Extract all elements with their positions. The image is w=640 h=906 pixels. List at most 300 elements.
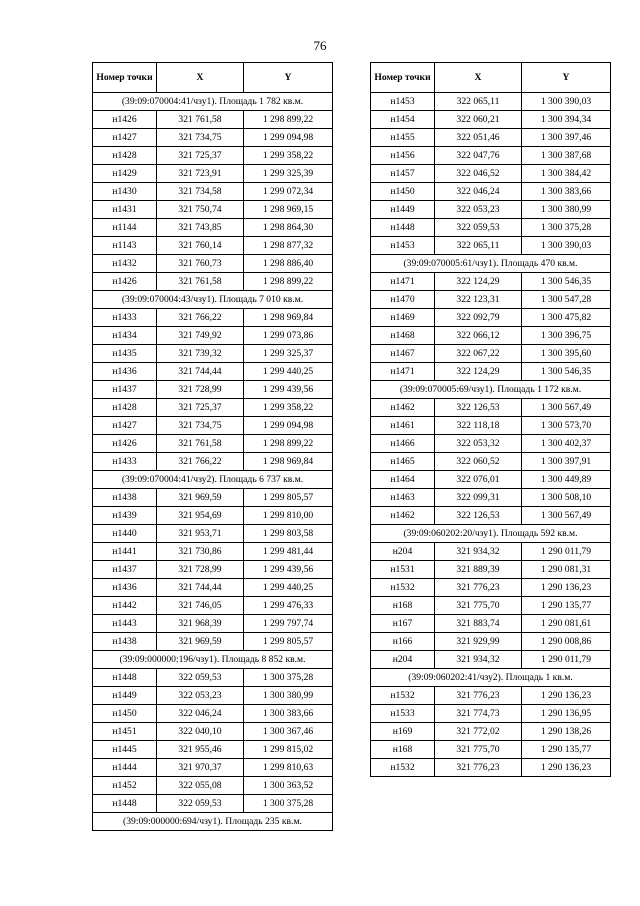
y-cell: 1 298 899,22 xyxy=(244,435,333,453)
table-row xyxy=(93,633,333,651)
x-cell: 321 734,58 xyxy=(157,183,244,201)
x-cell: 321 970,37 xyxy=(157,759,244,777)
point-cell: н1453 xyxy=(371,237,435,255)
point-cell: н1448 xyxy=(93,669,157,687)
point-cell: н1440 xyxy=(93,525,157,543)
table-row xyxy=(93,147,333,165)
table-row xyxy=(371,435,611,453)
table-row xyxy=(93,543,333,561)
x-cell: 321 766,22 xyxy=(157,453,244,471)
point-cell: н1463 xyxy=(371,489,435,507)
y-cell: 1 300 547,28 xyxy=(522,291,611,309)
point-cell: н1428 xyxy=(93,147,157,165)
y-cell: 1 298 864,30 xyxy=(244,219,333,237)
table-row xyxy=(93,525,333,543)
point-cell: н1468 xyxy=(371,327,435,345)
point-cell: н1432 xyxy=(93,255,157,273)
section-title: (39:09:060202:41/чзу2). Площадь 1 кв.м. xyxy=(371,669,611,687)
x-cell: 321 739,32 xyxy=(157,345,244,363)
point-cell: н1426 xyxy=(93,435,157,453)
point-cell: н1451 xyxy=(93,723,157,741)
y-cell: 1 300 390,03 xyxy=(522,93,611,111)
point-cell: н1448 xyxy=(93,795,157,813)
point-cell: н1143 xyxy=(93,237,157,255)
x-cell: 321 744,44 xyxy=(157,363,244,381)
y-cell: 1 300 396,75 xyxy=(522,327,611,345)
point-cell: н167 xyxy=(371,615,435,633)
header-point: Номер точки xyxy=(371,63,435,93)
point-cell: н1462 xyxy=(371,507,435,525)
y-cell: 1 300 508,10 xyxy=(522,489,611,507)
table-row xyxy=(371,273,611,291)
point-cell: н1449 xyxy=(371,201,435,219)
table-row xyxy=(371,291,611,309)
y-cell: 1 300 375,28 xyxy=(522,219,611,237)
x-cell: 321 776,23 xyxy=(435,759,522,777)
y-cell: 1 300 383,66 xyxy=(244,705,333,723)
point-cell: н1471 xyxy=(371,273,435,291)
page-number: 76 xyxy=(313,38,327,53)
table-row xyxy=(93,453,333,471)
table-row xyxy=(371,93,611,111)
x-cell: 322 060,52 xyxy=(435,453,522,471)
x-cell: 321 775,70 xyxy=(435,597,522,615)
y-cell: 1 299 797,74 xyxy=(244,615,333,633)
y-cell: 1 300 397,46 xyxy=(522,129,611,147)
table-row xyxy=(371,183,611,201)
point-cell: н1443 xyxy=(93,615,157,633)
y-cell: 1 298 899,22 xyxy=(244,111,333,129)
x-cell: 322 059,53 xyxy=(157,669,244,687)
y-cell: 1 299 481,44 xyxy=(244,543,333,561)
x-cell: 321 728,99 xyxy=(157,381,244,399)
y-cell: 1 299 094,98 xyxy=(244,417,333,435)
y-cell: 1 290 135,77 xyxy=(522,597,611,615)
x-cell: 322 067,22 xyxy=(435,345,522,363)
table-row xyxy=(371,489,611,507)
section-title: (39:09:070005:61/чзу1). Площадь 470 кв.м. xyxy=(371,255,611,273)
section-header-row xyxy=(93,471,333,489)
x-cell: 321 934,32 xyxy=(435,543,522,561)
y-cell: 1 300 375,28 xyxy=(244,669,333,687)
y-cell: 1 300 567,49 xyxy=(522,507,611,525)
section-header-row xyxy=(93,93,333,111)
point-cell: н1431 xyxy=(93,201,157,219)
y-cell: 1 290 136,23 xyxy=(522,759,611,777)
y-cell: 1 300 383,66 xyxy=(522,183,611,201)
table-row xyxy=(371,633,611,651)
y-cell: 1 299 072,34 xyxy=(244,183,333,201)
table-row xyxy=(371,327,611,345)
table-row xyxy=(371,687,611,705)
y-cell: 1 299 810,00 xyxy=(244,507,333,525)
y-cell: 1 299 815,02 xyxy=(244,741,333,759)
point-cell: н1461 xyxy=(371,417,435,435)
x-cell: 322 051,46 xyxy=(435,129,522,147)
table-row xyxy=(93,435,333,453)
y-cell: 1 299 325,37 xyxy=(244,345,333,363)
point-cell: н168 xyxy=(371,597,435,615)
x-cell: 321 761,58 xyxy=(157,111,244,129)
table-row xyxy=(93,597,333,615)
point-cell: н166 xyxy=(371,633,435,651)
point-cell: н1464 xyxy=(371,471,435,489)
point-cell: н1467 xyxy=(371,345,435,363)
y-cell: 1 300 363,52 xyxy=(244,777,333,795)
header-point: Номер точки xyxy=(93,63,157,93)
point-cell: н1441 xyxy=(93,543,157,561)
point-cell: н1452 xyxy=(93,777,157,795)
x-cell: 322 053,23 xyxy=(157,687,244,705)
point-cell: н1428 xyxy=(93,399,157,417)
section-title: (39:09:070005:69/чзу1). Площадь 1 172 кв.м. xyxy=(371,381,611,399)
y-cell: 1 299 810,63 xyxy=(244,759,333,777)
x-cell: 321 969,59 xyxy=(157,633,244,651)
table-row xyxy=(371,705,611,723)
table-row xyxy=(371,309,611,327)
point-cell: н1426 xyxy=(93,273,157,291)
header-y: Y xyxy=(522,63,611,93)
section-title: (39:09:000000:694/чзу1). Площадь 235 кв.м. xyxy=(93,813,333,831)
point-cell: н1433 xyxy=(93,309,157,327)
x-cell: 321 955,46 xyxy=(157,741,244,759)
table-row xyxy=(371,651,611,669)
section-title: (39:09:060202:20/чзу1). Площадь 592 кв.м. xyxy=(371,525,611,543)
y-cell: 1 290 008,86 xyxy=(522,633,611,651)
point-cell: н204 xyxy=(371,543,435,561)
x-cell: 321 766,22 xyxy=(157,309,244,327)
x-cell: 321 776,23 xyxy=(435,687,522,705)
section-title: (39:09:070004:41/чзу1). Площадь 1 782 кв.м. xyxy=(93,93,333,111)
table-row xyxy=(93,579,333,597)
table-row xyxy=(371,201,611,219)
y-cell: 1 290 011,79 xyxy=(522,543,611,561)
y-cell: 1 290 136,23 xyxy=(522,687,611,705)
y-cell: 1 299 476,33 xyxy=(244,597,333,615)
y-cell: 1 290 135,77 xyxy=(522,741,611,759)
table-row xyxy=(371,237,611,255)
x-cell: 322 047,76 xyxy=(435,147,522,165)
y-cell: 1 300 546,35 xyxy=(522,273,611,291)
x-cell: 321 934,32 xyxy=(435,651,522,669)
x-cell: 321 734,75 xyxy=(157,417,244,435)
table-row xyxy=(93,183,333,201)
table-row xyxy=(93,345,333,363)
header-x: X xyxy=(157,63,244,93)
y-cell: 1 300 395,60 xyxy=(522,345,611,363)
x-cell: 322 124,29 xyxy=(435,363,522,381)
header-x: X xyxy=(435,63,522,93)
y-cell: 1 299 358,22 xyxy=(244,147,333,165)
x-cell: 321 761,58 xyxy=(157,435,244,453)
table-row xyxy=(93,741,333,759)
x-cell: 321 730,86 xyxy=(157,543,244,561)
x-cell: 321 749,92 xyxy=(157,327,244,345)
table-row xyxy=(371,453,611,471)
point-cell: н1453 xyxy=(371,93,435,111)
section-header-row xyxy=(371,255,611,273)
x-cell: 321 723,91 xyxy=(157,165,244,183)
point-cell: н1436 xyxy=(93,363,157,381)
x-cell: 322 118,18 xyxy=(435,417,522,435)
y-cell: 1 290 138,26 xyxy=(522,723,611,741)
point-cell: н1462 xyxy=(371,399,435,417)
table-row xyxy=(371,129,611,147)
x-cell: 322 066,12 xyxy=(435,327,522,345)
x-cell: 321 929,99 xyxy=(435,633,522,651)
x-cell: 321 889,39 xyxy=(435,561,522,579)
table-row xyxy=(93,507,333,525)
x-cell: 322 123,31 xyxy=(435,291,522,309)
x-cell: 321 772,02 xyxy=(435,723,522,741)
y-cell: 1 300 380,99 xyxy=(522,201,611,219)
point-cell: н1445 xyxy=(93,741,157,759)
x-cell: 322 065,11 xyxy=(435,93,522,111)
x-cell: 321 725,37 xyxy=(157,399,244,417)
y-cell: 1 300 475,82 xyxy=(522,309,611,327)
y-cell: 1 299 803,58 xyxy=(244,525,333,543)
point-cell: н1449 xyxy=(93,687,157,705)
x-cell: 321 761,58 xyxy=(157,273,244,291)
table-row xyxy=(371,111,611,129)
x-cell: 322 092,79 xyxy=(435,309,522,327)
y-cell: 1 299 325,39 xyxy=(244,165,333,183)
y-cell: 1 290 011,79 xyxy=(522,651,611,669)
x-cell: 321 746,05 xyxy=(157,597,244,615)
section-header-row xyxy=(93,651,333,669)
table-row xyxy=(371,597,611,615)
x-cell: 321 969,59 xyxy=(157,489,244,507)
y-cell: 1 290 081,61 xyxy=(522,615,611,633)
section-header-row xyxy=(93,813,333,831)
y-cell: 1 298 886,40 xyxy=(244,255,333,273)
y-cell: 1 290 136,23 xyxy=(522,579,611,597)
point-cell: н1444 xyxy=(93,759,157,777)
table-row xyxy=(371,579,611,597)
y-cell: 1 300 394,34 xyxy=(522,111,611,129)
section-title: (39:09:070004:41/чзу2). Площадь 6 737 кв.м. xyxy=(93,471,333,489)
point-cell: н1532 xyxy=(371,759,435,777)
y-cell: 1 299 073,86 xyxy=(244,327,333,345)
point-cell: н168 xyxy=(371,741,435,759)
x-cell: 322 126,53 xyxy=(435,399,522,417)
x-cell: 321 728,99 xyxy=(157,561,244,579)
table-row xyxy=(93,561,333,579)
table-row xyxy=(93,309,333,327)
table-row xyxy=(93,759,333,777)
table-row xyxy=(93,201,333,219)
table-row xyxy=(371,507,611,525)
y-cell: 1 300 573,70 xyxy=(522,417,611,435)
point-cell: н1438 xyxy=(93,633,157,651)
y-cell: 1 300 390,03 xyxy=(522,237,611,255)
y-cell: 1 300 380,99 xyxy=(244,687,333,705)
y-cell: 1 300 375,28 xyxy=(244,795,333,813)
table-row xyxy=(371,363,611,381)
x-cell: 322 126,53 xyxy=(435,507,522,525)
x-cell: 322 059,53 xyxy=(157,795,244,813)
table-row xyxy=(371,165,611,183)
x-cell: 321 725,37 xyxy=(157,147,244,165)
point-cell: н1455 xyxy=(371,129,435,147)
y-cell: 1 300 397,91 xyxy=(522,453,611,471)
table-row xyxy=(371,723,611,741)
y-cell: 1 300 567,49 xyxy=(522,399,611,417)
point-cell: н1439 xyxy=(93,507,157,525)
table-row xyxy=(371,219,611,237)
y-cell: 1 290 081,31 xyxy=(522,561,611,579)
table-row xyxy=(93,795,333,813)
x-cell: 322 055,08 xyxy=(157,777,244,795)
x-cell: 322 046,52 xyxy=(435,165,522,183)
table-header-row xyxy=(371,63,611,93)
x-cell: 322 060,21 xyxy=(435,111,522,129)
table-row xyxy=(371,471,611,489)
y-cell: 1 300 384,42 xyxy=(522,165,611,183)
point-cell: н1437 xyxy=(93,381,157,399)
point-cell: н1532 xyxy=(371,579,435,597)
point-cell: н1469 xyxy=(371,309,435,327)
y-cell: 1 300 546,35 xyxy=(522,363,611,381)
point-cell: н1426 xyxy=(93,111,157,129)
point-cell: н1450 xyxy=(93,705,157,723)
y-cell: 1 299 358,22 xyxy=(244,399,333,417)
x-cell: 322 046,24 xyxy=(435,183,522,201)
table-row xyxy=(371,561,611,579)
point-cell: н1434 xyxy=(93,327,157,345)
table-row xyxy=(371,615,611,633)
table-row xyxy=(93,363,333,381)
table-row xyxy=(93,489,333,507)
table-row xyxy=(371,543,611,561)
point-cell: н1442 xyxy=(93,597,157,615)
table-row xyxy=(93,129,333,147)
y-cell: 1 298 969,84 xyxy=(244,453,333,471)
table-row xyxy=(93,705,333,723)
table-row xyxy=(93,219,333,237)
point-cell: н169 xyxy=(371,723,435,741)
x-cell: 321 883,74 xyxy=(435,615,522,633)
table-row xyxy=(371,147,611,165)
x-cell: 321 734,75 xyxy=(157,129,244,147)
table-row xyxy=(93,111,333,129)
point-cell: н1430 xyxy=(93,183,157,201)
y-cell: 1 298 969,84 xyxy=(244,309,333,327)
x-cell: 322 099,31 xyxy=(435,489,522,507)
point-cell: н1436 xyxy=(93,579,157,597)
x-cell: 321 774,73 xyxy=(435,705,522,723)
table-row xyxy=(93,237,333,255)
y-cell: 1 300 367,46 xyxy=(244,723,333,741)
y-cell: 1 298 899,22 xyxy=(244,273,333,291)
y-cell: 1 299 094,98 xyxy=(244,129,333,147)
point-cell: н1437 xyxy=(93,561,157,579)
section-header-row xyxy=(371,381,611,399)
point-cell: н1532 xyxy=(371,687,435,705)
table-row xyxy=(93,687,333,705)
table-row xyxy=(93,381,333,399)
point-cell: н204 xyxy=(371,651,435,669)
x-cell: 322 065,11 xyxy=(435,237,522,255)
x-cell: 322 059,53 xyxy=(435,219,522,237)
y-cell: 1 298 877,32 xyxy=(244,237,333,255)
table-row xyxy=(93,417,333,435)
x-cell: 322 124,29 xyxy=(435,273,522,291)
y-cell: 1 299 440,25 xyxy=(244,579,333,597)
table-row xyxy=(93,165,333,183)
x-cell: 321 954,69 xyxy=(157,507,244,525)
table-row xyxy=(371,741,611,759)
table-row xyxy=(371,345,611,363)
x-cell: 321 775,70 xyxy=(435,741,522,759)
table-row xyxy=(93,399,333,417)
y-cell: 1 299 805,57 xyxy=(244,633,333,651)
x-cell: 322 046,24 xyxy=(157,705,244,723)
table-row xyxy=(93,777,333,795)
y-cell: 1 298 969,15 xyxy=(244,201,333,219)
header-y: Y xyxy=(244,63,333,93)
section-header-row xyxy=(371,525,611,543)
point-cell: н1465 xyxy=(371,453,435,471)
y-cell: 1 300 402,37 xyxy=(522,435,611,453)
table-row xyxy=(93,723,333,741)
section-header-row xyxy=(93,291,333,309)
x-cell: 321 760,14 xyxy=(157,237,244,255)
x-cell: 321 744,44 xyxy=(157,579,244,597)
point-cell: н1144 xyxy=(93,219,157,237)
point-cell: н1456 xyxy=(371,147,435,165)
point-cell: н1427 xyxy=(93,417,157,435)
point-cell: н1454 xyxy=(371,111,435,129)
table-row xyxy=(93,615,333,633)
point-cell: н1435 xyxy=(93,345,157,363)
table-row xyxy=(93,327,333,345)
point-cell: н1429 xyxy=(93,165,157,183)
coordinates-table-left xyxy=(92,62,333,831)
point-cell: н1471 xyxy=(371,363,435,381)
point-cell: н1427 xyxy=(93,129,157,147)
point-cell: н1470 xyxy=(371,291,435,309)
y-cell: 1 290 136,95 xyxy=(522,705,611,723)
section-title: (39:09:070004:43/чзу1). Площадь 7 010 кв.м. xyxy=(93,291,333,309)
y-cell: 1 300 387,68 xyxy=(522,147,611,165)
point-cell: н1433 xyxy=(93,453,157,471)
table-row xyxy=(371,417,611,435)
x-cell: 321 953,71 xyxy=(157,525,244,543)
y-cell: 1 300 449,89 xyxy=(522,471,611,489)
table-row xyxy=(93,255,333,273)
x-cell: 321 743,85 xyxy=(157,219,244,237)
x-cell: 322 053,32 xyxy=(435,435,522,453)
x-cell: 322 053,23 xyxy=(435,201,522,219)
table-header-row xyxy=(93,63,333,93)
table-row xyxy=(371,759,611,777)
table-row xyxy=(93,273,333,291)
point-cell: н1448 xyxy=(371,219,435,237)
coordinates-table-right xyxy=(370,62,611,777)
point-cell: н1466 xyxy=(371,435,435,453)
point-cell: н1457 xyxy=(371,165,435,183)
y-cell: 1 299 439,56 xyxy=(244,561,333,579)
point-cell: н1438 xyxy=(93,489,157,507)
x-cell: 321 760,73 xyxy=(157,255,244,273)
y-cell: 1 299 805,57 xyxy=(244,489,333,507)
table-row xyxy=(371,399,611,417)
point-cell: н1533 xyxy=(371,705,435,723)
section-header-row xyxy=(371,669,611,687)
x-cell: 321 750,74 xyxy=(157,201,244,219)
point-cell: н1531 xyxy=(371,561,435,579)
